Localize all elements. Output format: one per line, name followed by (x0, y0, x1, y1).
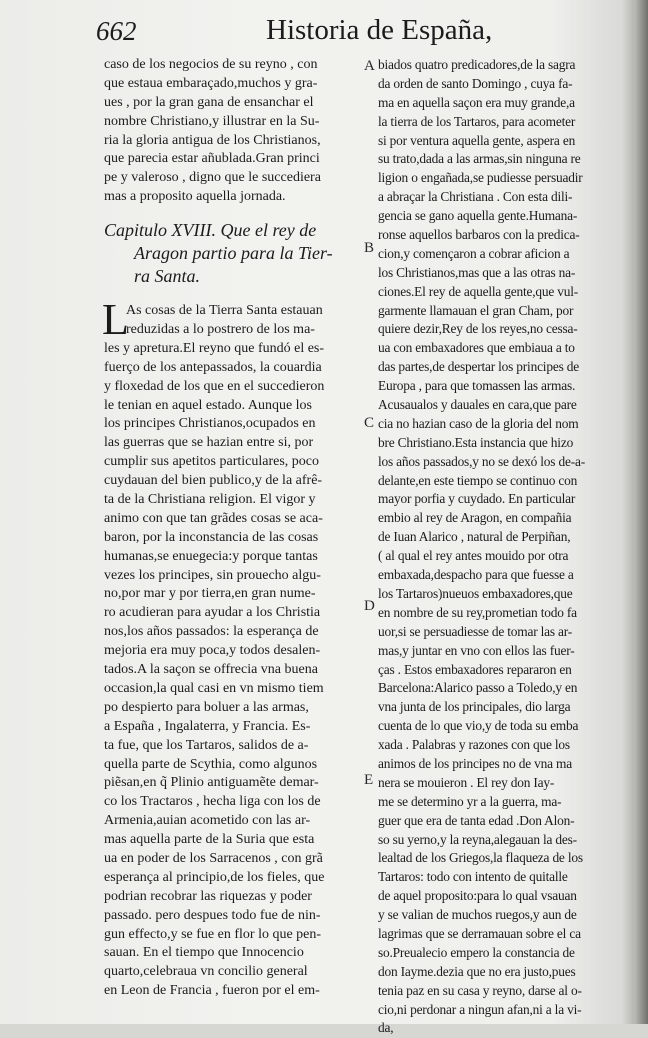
text-line: ligion o engañada,se pudiesse persuadir (378, 170, 583, 186)
text-line: guer que era de tanta edad .Don Alon- (378, 812, 575, 828)
running-title: Historia de España, (266, 14, 493, 46)
text-line: delante,en este tiempo se continuo con (378, 472, 578, 488)
text-line: no,por mar y por tierra,en gran nume- (104, 586, 316, 602)
text-line: Armenia,auian acometido con las ar- (104, 813, 311, 829)
text-line: de Iuan Alarico , natural de Perpiñan, (378, 529, 571, 545)
text-line: las guerras que se hazian entre si, por (104, 435, 314, 451)
text-line: mas a proposito aquella jornada. (104, 189, 286, 205)
text-line: ( al qual el rey antes mouido por otra (378, 548, 569, 564)
text-line: garmente llamauan el gran Cham, por (378, 302, 574, 318)
text-line: mayor porfia y cuydado. En particular (378, 491, 576, 507)
text-line: cia no hazian caso de la gloria del nom (378, 415, 579, 431)
text-line: que estaua embaraçado,muchos y gra- (104, 75, 318, 91)
margin-letter-c: C (364, 415, 375, 431)
text-line: co los Tractaros , hecha liga con los de (104, 794, 321, 810)
text-line: nos,los años passados: la esperança de (104, 624, 319, 640)
text-line: As cosas de la Tierra Santa estauan (126, 303, 323, 319)
text-line: gencia se gano aquella gente.Humana- (378, 208, 578, 224)
left-column-intro (104, 56, 366, 207)
page-header (96, 14, 516, 50)
text-line: uor,si se persuadiesse de tomar las ar- (378, 623, 573, 639)
text-line: occasion,la qual casi en vn mismo tiem (104, 680, 324, 696)
margin-letter-a: A (364, 58, 375, 74)
text-line: ua en poder de los Sarracenos , con grã (104, 850, 323, 866)
text-line: que parecia estar añublada.Gran princi (104, 151, 320, 167)
text-line: pe y valeroso , digno que le succediera (104, 170, 321, 186)
text-line: embaxada,despacho para que fuesse a (378, 567, 574, 583)
text-line: los Christianos,mas que a las otras na- (378, 264, 576, 280)
text-line: lealtad de los Griegos,la flaqueza de los (378, 850, 583, 866)
text-line: cuenta de lo que vio,y de toda su emba (378, 718, 579, 734)
text-line: da, (378, 1020, 394, 1036)
text-line: en Leon de Francia , fueron por el em- (104, 983, 320, 999)
text-line: gun effecto,y se fue en flor lo que pen- (104, 926, 322, 942)
text-line: passado. pero despues todo fue de nin- (104, 907, 321, 923)
text-line: ta de la Christiana religion. El vigor y (104, 492, 316, 508)
page-number: 662 (96, 16, 137, 46)
text-line: vezes los principes, sin prouecho algu- (104, 567, 321, 583)
text-line: me se determino yr a la guerra, ma- (378, 793, 562, 809)
text-line: los años passados,y no se dexó los de-a- (378, 453, 585, 469)
text-line: quarto,celebraua vn concilio general (104, 964, 308, 980)
text-line: ues , por la gran gana de ensanchar el (104, 94, 314, 110)
text-line: mas aquella parte de la Suria que esta (104, 832, 315, 848)
text-line: ças . Estos embaxadores repararon en (378, 661, 572, 677)
text-line: de aquel proposito:para lo qual vsauan (378, 888, 577, 904)
text-line: embio al rey de Aragon, en compañia (378, 510, 572, 526)
text-line: das partes,de despertar los principes de (378, 359, 579, 375)
drop-cap: L (102, 295, 129, 345)
text-line: reduzidas a lo postrero de los ma- (126, 322, 315, 338)
text-line: si por ventura aquella gente, aspera en (378, 132, 576, 148)
text-line: sauan. En el tiempo que Innocencio (104, 945, 304, 961)
text-line: tenia paz en su casa y reyno, darse al o- (378, 982, 582, 998)
text-line: a abraçar la Christiana . Con esta dili- (378, 189, 573, 205)
book-spine-shadow (634, 0, 648, 1024)
margin-letter-e: E (364, 772, 374, 788)
text-line: mas,y juntar en vno con ellos las fuer- (378, 642, 575, 658)
text-line: humanas,se enuegecia:y porque tantas (104, 548, 318, 564)
text-line: so.Preualecio empero la constancia de (378, 944, 575, 960)
text-line: cion,y començaron a cobrar aficion a (378, 245, 570, 261)
text-line: quella parte de Scythia, como algunos (104, 756, 318, 772)
text-line: cuydauan del bien publico,y de la afrê- (104, 473, 323, 489)
left-column (104, 56, 366, 1001)
chapter-heading (104, 219, 366, 288)
text-line: podrian recobrar las riquezas y poder (104, 888, 312, 904)
text-line: vna junta de los principales, dio larga (378, 699, 571, 715)
text-line: baron, por la inconstancia de las cosas (104, 529, 319, 545)
text-line: en nombre de su rey,prometian todo fa (378, 604, 577, 620)
text-line: los Tartaros)nueuos embaxadores,que (378, 585, 573, 601)
text-line: fuerço de los antepassados, la couardia (104, 359, 322, 375)
text-line: bre Christiano.Esta instancia que hizo (378, 434, 574, 450)
chapter-heading-line: Capitulo XVIII. Que el rey de (104, 220, 317, 241)
text-line: tados.A la saçon se offrecia vna buena (104, 662, 318, 678)
margin-letter-b: B (364, 240, 375, 256)
text-line: caso de los negocios de su reyno , con (104, 57, 318, 72)
text-line: Tartaros: todo con intento de quitalle (378, 869, 568, 885)
text-line: so su yerno,y la reyna,alegauan la des- (378, 831, 577, 847)
text-line: Barcelona:Alarico passo a Toledo,y en (378, 680, 578, 696)
text-line: y se valian de muchos ruegos,y aun de (378, 907, 577, 923)
text-line: su trato,dada a las armas,sin ninguna re (378, 151, 581, 167)
text-line: Europa , para que tomassen las armas. (378, 378, 576, 394)
text-line: esperança al principio,de los fieles, que (104, 869, 325, 885)
chapter-body (102, 295, 366, 1001)
text-line: les y apretura.El reyno que fundó el es- (104, 340, 325, 356)
text-line: nombre Christiano,y illustrar en la Su- (104, 113, 320, 129)
text-line: piẽsan,en q̃ Plinio antiguamẽte demar- (104, 775, 319, 791)
text-line: ro acudieran para ayudar a los Christia (104, 605, 321, 621)
margin-letter-d: D (364, 598, 375, 614)
text-line: le tenian en aquel estado. Aunque los (104, 397, 312, 413)
text-line: ma en aquella saçon era muy grande,a (378, 94, 575, 110)
text-line: da orden de santo Domingo , cuya fa- (378, 75, 573, 91)
text-line: po despierto para boluer a las armas, (104, 699, 309, 715)
text-line: Acusaualos y dauales en cara,que pare (378, 397, 577, 413)
chapter-heading-line: Aragon partio para la Tier- (134, 243, 333, 264)
text-line: cio,ni perdonar a ningun afan,ni a la vi- (378, 1001, 582, 1017)
chapter-heading-line: ra Santa. (134, 266, 201, 287)
text-line: ciones.El rey de aquella gente,que vul- (378, 283, 579, 299)
text-line: don Iayme.dezia que no era justo,pues (378, 963, 576, 979)
text-line: los principes Christianos,ocupados en (104, 416, 316, 432)
chapter-text (104, 302, 366, 1001)
text-line: la tierra de los Tartaros, para acometer (378, 113, 576, 129)
text-line: lagrimas que se derramauan sobre el ca (378, 925, 581, 941)
text-line: ua con embaxadores que embiaua a to (378, 340, 575, 356)
text-line: ronse aquellos barbaros con la predica- (378, 227, 580, 243)
text-line: mejoria era muy poca,y todos desalen- (104, 643, 321, 659)
text-line: a España , Ingalaterra, y Francia. Es- (104, 718, 311, 734)
text-line: animos de los principes no de vna ma (378, 755, 572, 771)
text-line: y floxedad de los que en el succedieron (104, 378, 325, 394)
text-line: nera se mouieron . El rey don Iay- (378, 774, 555, 790)
text-line: ta fue, que los Tartaros, salidos de a- (104, 737, 309, 753)
right-column (378, 56, 618, 1038)
text-line: ria la gloria antigua de los Christianos, (104, 132, 321, 148)
text-line: animo con que tan grãdes cosas se aca- (104, 510, 323, 526)
text-line: xada . Palabras y razones con que los (378, 737, 570, 753)
text-line: cumplir sus apetitos particulares, poco (104, 454, 319, 470)
text-line: quiere dezir,Rey de los reyes,no cessa- (378, 321, 578, 337)
text-line: biados quatro predicadores,de la sagra (378, 57, 576, 72)
